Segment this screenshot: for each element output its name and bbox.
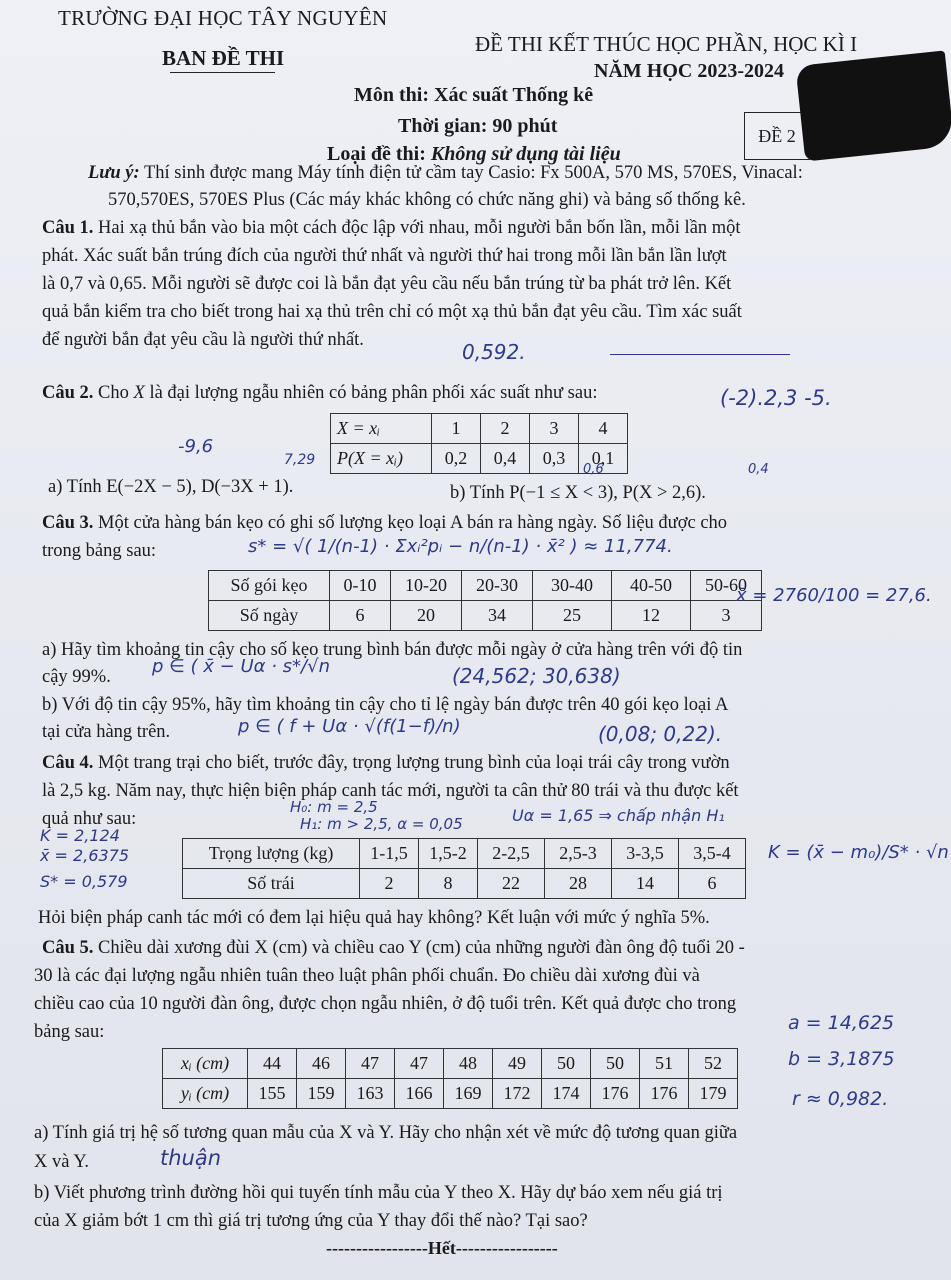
table-cell: 20-30 (462, 571, 533, 601)
table-cell: 3-3,5 (612, 839, 679, 869)
q1-line-5: để người bắn đạt yêu cầu là người thứ nhất. (42, 330, 364, 350)
exam-time: Thời gian: 90 phút (398, 115, 558, 137)
handwritten-note: S* = 0,579 (40, 872, 128, 891)
table-cell: 163 (346, 1079, 395, 1109)
q1-line-2: phát. Xác suất bắn trúng đích của người thứ nhất và người thứ hai trong mỗi lần bắn lần lượt (42, 246, 727, 266)
table-header: P(X = xᵢ) (331, 444, 432, 474)
q4-line-2: là 2,5 kg. Năm nay, thực hiện biện pháp canh tác mới, người ta cân thử 80 trái và thu được kết (42, 781, 739, 801)
table-cell: 10-20 (391, 571, 462, 601)
table-cell: 52 (689, 1049, 738, 1079)
handwritten-answer: r ≈ 0,982. (792, 1088, 889, 1110)
table-cell: 166 (395, 1079, 444, 1109)
q4-question: Hỏi biện pháp canh tác mới có đem lại hiệu quả hay không? Kết luận với mức ý nghĩa 5%. (38, 908, 710, 928)
table-cell: 0,3 (530, 444, 579, 474)
handwritten-answer: b = 3,1875 (788, 1048, 895, 1070)
q3-part-a-line-2: cậy 99%. (42, 667, 111, 687)
q5-part-a-line-1: a) Tính giá trị hệ số tương quan mẫu của X và Y. Hãy cho nhận xét về mức độ tương quan giữa (34, 1123, 738, 1143)
handwritten-note: Uα = 1,65 ⇒ chấp nhận H₁ (512, 806, 725, 825)
table-cell: 3 (691, 601, 762, 631)
q1-line-4: quả bắn kiểm tra cho biết trong hai xạ thủ trên chỉ có một xạ thủ bắn đạt yêu cầu. Tìm xác suất (42, 302, 742, 322)
q1-line-1: Câu 1. Hai xạ thủ bắn vào bia một cách độc lập với nhau, mỗi người bắn bốn lần, mỗi lần một (42, 218, 741, 238)
table-cell: 12 (612, 601, 691, 631)
table-cell: 2 (481, 414, 530, 444)
table-header: Trọng lượng (kg) (183, 839, 360, 869)
table-cell: 3 (530, 414, 579, 444)
table-cell: 30-40 (533, 571, 612, 601)
q1-line-3: là 0,7 và 0,65. Mỗi người sẽ được coi là bắn đạt yêu cầu nếu bắn trúng từ ba phát trở lên. Kết (42, 274, 732, 294)
handwritten-answer: thuận (160, 1146, 222, 1170)
table-cell: 46 (297, 1049, 346, 1079)
table-cell: 169 (444, 1079, 493, 1109)
q4-line-3: quả như sau: (42, 809, 137, 829)
table-cell: 176 (591, 1079, 640, 1109)
q5-part-a-line-2: X và Y. (34, 1152, 89, 1172)
handwritten-answer: 0,592. (462, 340, 526, 364)
q3-line-1: Câu 3. Một cửa hàng bán kẹo có ghi số lượng kẹo loại A bán ra hàng ngày. Số liệu được cho (42, 513, 728, 533)
table-cell: 2,5-3 (545, 839, 612, 869)
school-name: TRƯỜNG ĐẠI HỌC TÂY NGUYÊN (58, 6, 388, 30)
q5-part-b-line-1: b) Viết phương trình đường hồi qui tuyến tính mẫu của Y theo X. Hãy dự báo xem nếu giá trị (34, 1183, 723, 1203)
table-cell: 0-10 (330, 571, 391, 601)
table-cell: 155 (248, 1079, 297, 1109)
q4-weight-table (182, 838, 746, 899)
table-cell: 0,4 (481, 444, 530, 474)
table-cell: 47 (346, 1049, 395, 1079)
table-cell: 28 (545, 869, 612, 899)
handwritten-formula: p ∈ ( x̄ − Uα · s*/√n (152, 656, 330, 677)
table-cell: 47 (395, 1049, 444, 1079)
end-marker: -----------------Hết----------------- (326, 1238, 558, 1258)
table-cell: 8 (419, 869, 478, 899)
q4-line-1: Câu 4. Một trang trại cho biết, trước đây, trọng lượng trung bình của loại trái cây trong vườn (42, 753, 730, 773)
q5-line-4: bảng sau: (34, 1022, 105, 1042)
table-header: Số gói kẹo (209, 571, 330, 601)
handwritten-note: K = 2,124 (40, 826, 120, 845)
table-cell: 51 (640, 1049, 689, 1079)
handwritten-note: 0,4 (748, 462, 769, 477)
handwritten-note: 0,6 (583, 462, 604, 477)
table-cell: 50 (542, 1049, 591, 1079)
table-cell: 6 (330, 601, 391, 631)
handwritten-formula: x̄ = 2760/100 = 27,6. (736, 585, 932, 606)
redaction-mark (795, 50, 951, 161)
q3-part-b-line-2: tại cửa hàng trên. (42, 722, 171, 742)
table-cell: 34 (462, 601, 533, 631)
handwritten-note: -9,6 (178, 436, 214, 457)
handwritten-note: (-2).2,3 -5. (720, 386, 832, 410)
handwritten-note: H₁: m > 2,5, α = 0,05 (300, 815, 463, 833)
table-header: xᵢ (cm) (163, 1049, 248, 1079)
q5-line-2: 30 là các đại lượng ngẫu nhiên tuân theo luật phân phối chuẩn. Đo chiều dài xương đùi và (34, 966, 700, 986)
table-cell: 44 (248, 1049, 297, 1079)
table-header: Số trái (183, 869, 360, 899)
hand-underline (610, 354, 790, 355)
note-line-2: 570,570ES, 570ES Plus (Các máy khác không có chức năng ghi) và bảng số thống kê. (108, 190, 746, 210)
handwritten-note: x̄ = 2,6375 (40, 846, 130, 865)
q5-part-b-line-2: của X giảm bớt 1 cm thì giá trị tương ứng của Y thay đổi thế nào? Tại sao? (34, 1211, 588, 1231)
q3-frequency-table (208, 570, 762, 631)
table-cell: 2-2,5 (478, 839, 545, 869)
table-cell: 3,5-4 (679, 839, 746, 869)
handwritten-answer: (0,08; 0,22). (598, 722, 723, 746)
note-line-1: Lưu ý: Thí sinh được mang Máy tính điện tử cầm tay Casio: Fx 500A, 570 MS, 570ES, Vinacal: (88, 163, 803, 183)
table-cell: 40-50 (612, 571, 691, 601)
exam-code: ĐỀ 2 (744, 112, 810, 160)
table-cell: 4 (579, 414, 628, 444)
handwritten-formula: s* = √( 1/(n-1) · Σxᵢ²pᵢ − n/(n-1) · x̄² ) ≈ 11,774. (248, 536, 673, 557)
table-cell: 0,1 (579, 444, 628, 474)
exam-title: ĐỀ THI KẾT THÚC HỌC PHẦN, HỌC KÌ I (475, 32, 858, 56)
table-cell: 159 (297, 1079, 346, 1109)
q5-line-3: chiều cao của 10 người đàn ông, được chọn ngẫu nhiên, ở độ tuổi trên. Kết quả được cho trong (34, 994, 737, 1014)
subject: Môn thi: Xác suất Thống kê (354, 84, 594, 106)
handwritten-note: 7,29 (284, 452, 316, 468)
table-cell: 50 (591, 1049, 640, 1079)
exam-type: Loại đề thi: Không sử dụng tài liệu (327, 143, 621, 165)
q2-part-a: a) Tính E(−2X − 5), D(−3X + 1). (48, 477, 294, 497)
table-cell: 174 (542, 1079, 591, 1109)
table-cell: 50-60 (691, 571, 762, 601)
table-cell: 20 (391, 601, 462, 631)
table-cell: 0,2 (432, 444, 481, 474)
handwritten-answer: (24,562; 30,638) (452, 664, 621, 688)
table-cell: 176 (640, 1079, 689, 1109)
exam-board: BAN ĐỀ THI (162, 46, 285, 70)
school-year: NĂM HỌC 2023-2024 (594, 60, 784, 82)
q3-part-b-line-1: b) Với độ tin cậy 95%, hãy tìm khoảng tin cậy cho tỉ lệ ngày bán được trên 40 gói kẹo loại A (42, 695, 729, 715)
q5-line-1: Câu 5. Chiều dài xương đùi X (cm) và chiều cao Y (cm) của những người đàn ông độ tuổi 20 - (42, 938, 745, 958)
table-cell: 1,5-2 (419, 839, 478, 869)
table-cell: 1 (432, 414, 481, 444)
table-cell: 22 (478, 869, 545, 899)
handwritten-answer: a = 14,625 (788, 1012, 895, 1034)
table-cell: 25 (533, 601, 612, 631)
handwritten-note: H₀: m = 2,5 (290, 798, 378, 816)
q3-line-2: trong bảng sau: (42, 541, 157, 561)
q2-part-b: b) Tính P(−1 ≤ X < 3), P(X > 2,6). (450, 483, 706, 503)
q2-line-1: Câu 2. Cho X là đại lượng ngẫu nhiên có bảng phân phối xác suất như sau: (42, 383, 598, 403)
table-cell: 49 (493, 1049, 542, 1079)
table-cell: 1-1,5 (360, 839, 419, 869)
table-cell: 48 (444, 1049, 493, 1079)
table-cell: 2 (360, 869, 419, 899)
table-header: Số ngày (209, 601, 330, 631)
q5-data-table (162, 1048, 738, 1109)
q3-part-a-line-1: a) Hãy tìm khoảng tin cậy cho số kẹo trung bình bán được mỗi ngày ở cửa hàng trên với độ tin (42, 640, 743, 660)
divider (170, 72, 275, 73)
table-cell: 14 (612, 869, 679, 899)
table-cell: 172 (493, 1079, 542, 1109)
handwritten-formula: K = (x̄ − m₀)/S* · √n (768, 842, 949, 863)
table-cell: 6 (679, 869, 746, 899)
handwritten-formula: p ∈ ( f + Uα · √(f(1−f)/n) (238, 716, 461, 737)
table-header: yᵢ (cm) (163, 1079, 248, 1109)
table-header: X = xᵢ (331, 414, 432, 444)
table-cell: 179 (689, 1079, 738, 1109)
